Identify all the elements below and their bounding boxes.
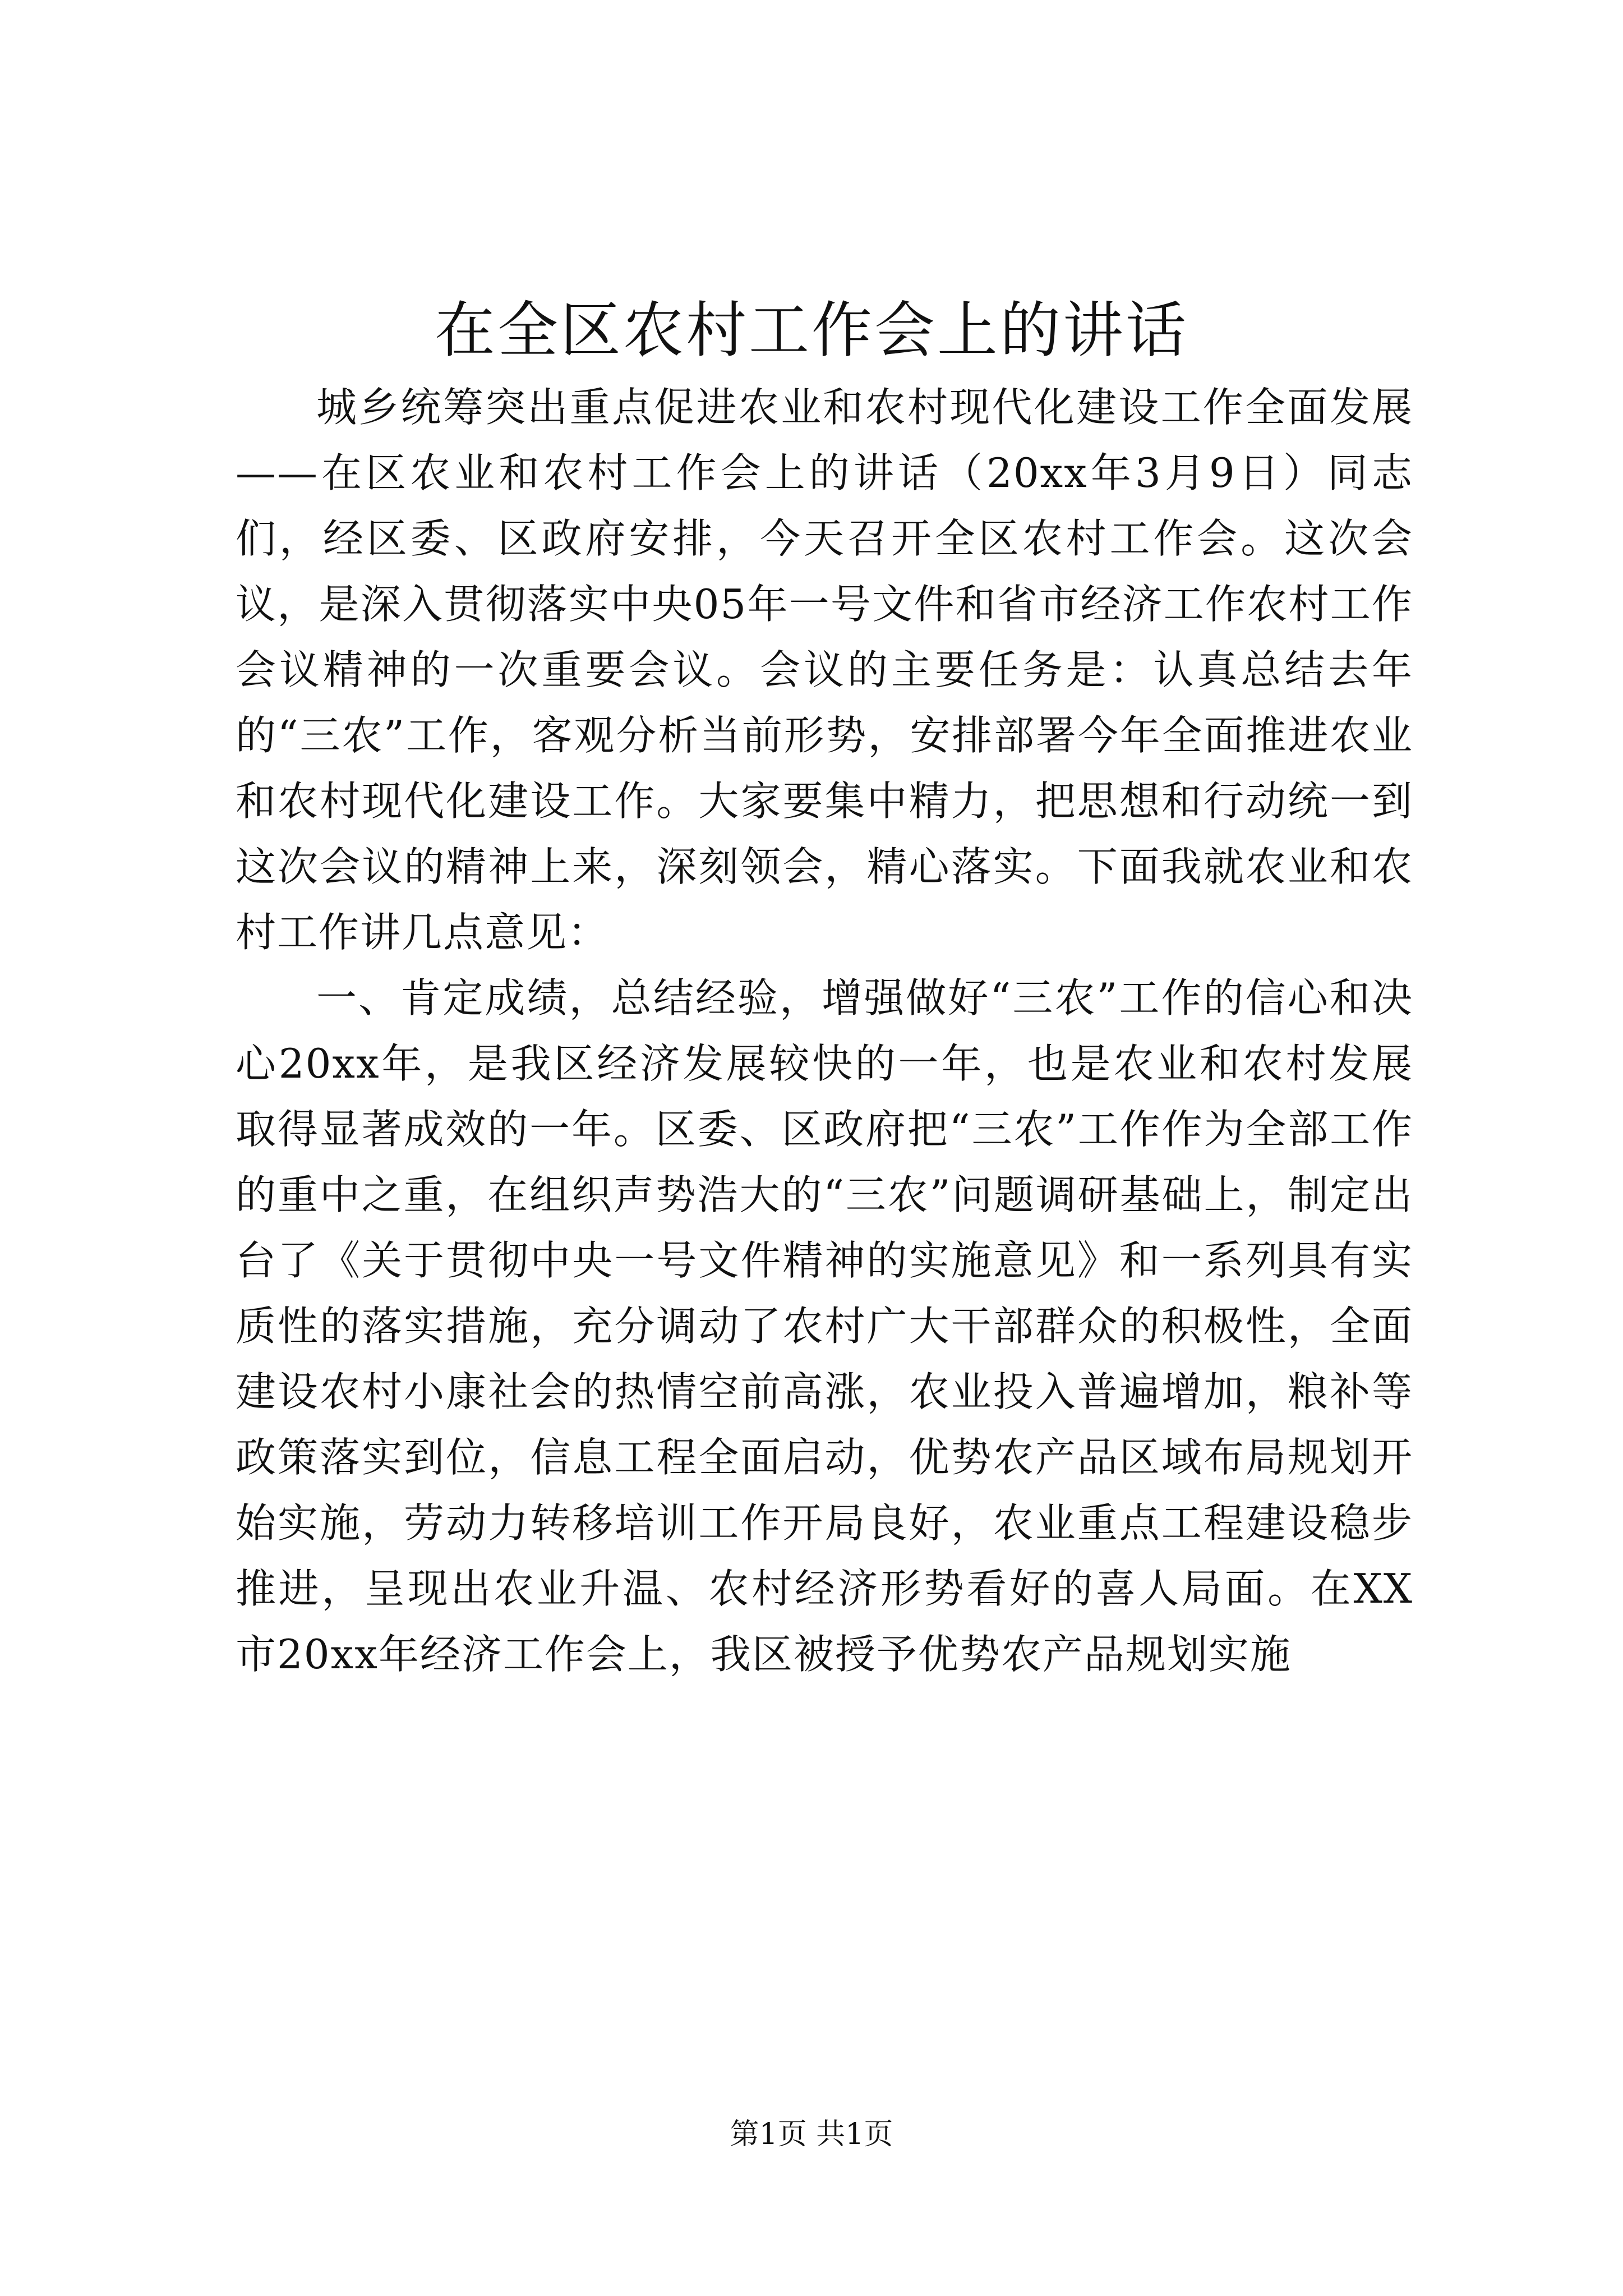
paragraph-section-one: 一、肯定成绩，总结经验，增强做好“三农”工作的信心和决心20xx年，是我区经济发展较快的一年，也是农业和农村发展取得显著成效的一年。区委、区政府把“三农”工作作为全部工作的重中之重，在组织声势浩大的“三农”问题调研基础上，制定出台了《关于贯彻中央一号文件精神的实施意见》和一系列具有实质性的落实措施，充分调动了农村广大干部群众的积极性，全面建设农村小康社会的热情空前高涨，农业投入普遍增加，粮补等政策落实到位，信息工程全面启动，优势农产品区域布局规划开始实施，劳动力转移培训工作开局良好，农业重点工程建设稳步推进，呈现出农业升温、农村经济形势看好的喜人局面。在XX市20xx年经济工作会上，我区被授予优势农产品规划实施 <box>236 974 1413 1678</box>
paragraph-intro: 城乡统筹突出重点促进农业和农村现代化建设工作全面发展——在区农业和农村工作会上的讲话（20xx年3月9日）同志们，经区委、区政府安排，今天召开全区农村工作会。这次会议，是深入贯彻落实中央05年一号文件和省市经济工作农村工作会议精神的一次重要会议。会议的主要任务是：认真总结去年的“三农”工作，客观分析当前形势，安排部署今年全面推进农业和农村现代化建设工作。大家要集中精力，把思想和行动统一到这次会议的精神上来，深刻领会，精心落实。下面我就农业和农村工作讲几点意见： <box>236 384 1413 956</box>
document-title: 在全区农村工作会上的讲话 <box>434 296 1188 366</box>
page-footer: 第1页 共1页 <box>730 2118 893 2151</box>
document-body <box>236 375 1413 1687</box>
